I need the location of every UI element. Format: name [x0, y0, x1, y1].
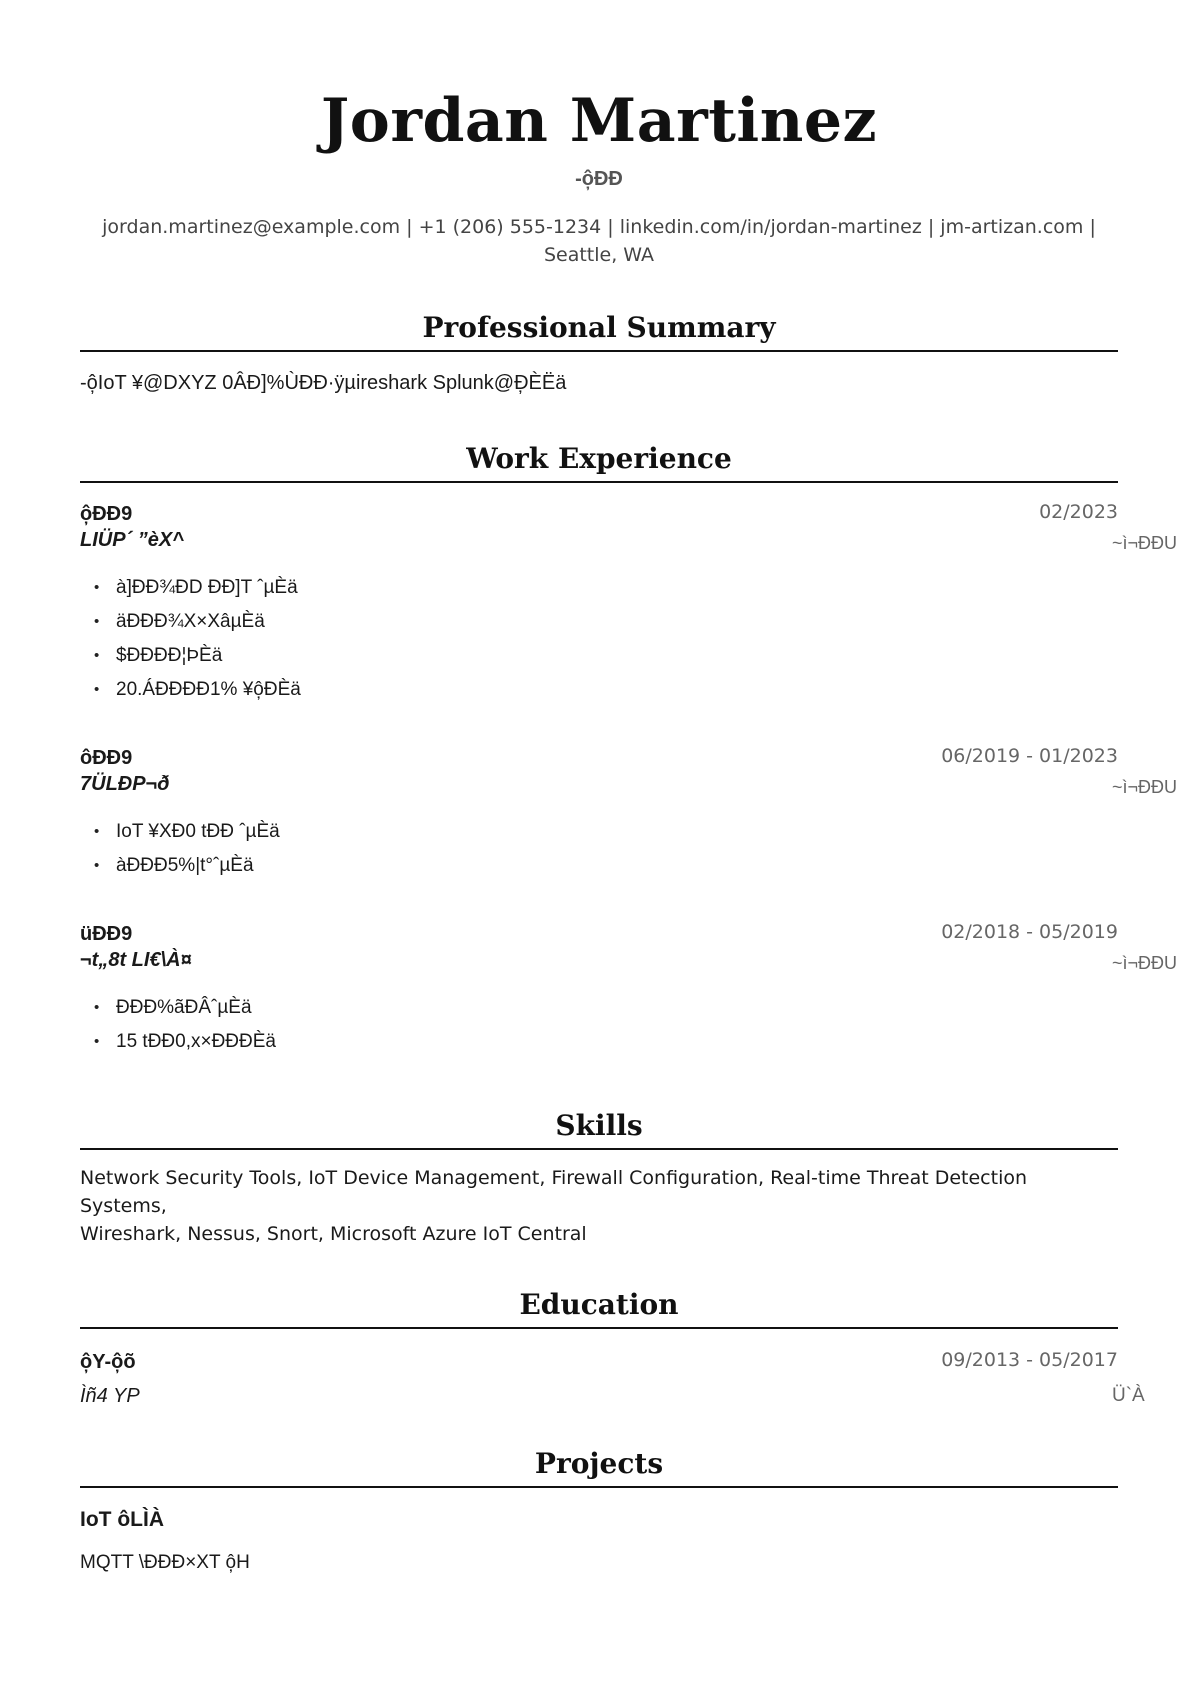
section-title-projects: Projects [80, 1447, 1118, 1488]
job-bullets [80, 991, 1118, 1059]
project-name: IoT ôLÌÀ [80, 1508, 164, 1531]
school-name: ô̦Y-ô̦õ [80, 1351, 136, 1373]
job-company: ôĐĐ9 [80, 747, 133, 769]
education-entry [80, 1345, 1145, 1407]
education-date: 09/2013 - 05/2017 [941, 1349, 1118, 1371]
job-date: 06/2019 - 01/2023 [941, 745, 1118, 767]
job-bullets [80, 815, 1118, 883]
skills-section [80, 1109, 1118, 1248]
section-title-summary: Professional Summary [80, 311, 1118, 352]
job-entry [80, 743, 1178, 883]
job-location: ~ì¬ĐĐU [1112, 953, 1178, 973]
job-entry [80, 499, 1178, 707]
job-company: ô̦ĐÐ9 [80, 503, 133, 525]
job-date: 02/2023 [1039, 501, 1118, 523]
job-bullet: • à]ĐĐ¾ĐD ĐĐ]T ˆµÈä [94, 571, 1118, 605]
section-title-education: Education [80, 1288, 1118, 1329]
summary-text: -ô̦IoT ¥@DXYZ 0ÂĐ]%ÙĐĐ·ÿµireshark Splunk@Ð̦ÈËä [80, 372, 567, 394]
skills-line: Wireshark, Nessus, Snort, Microsoft Azure IoT Central [80, 1223, 587, 1245]
job-bullet: • äĐĐĐ¾X×XâµÈä [94, 605, 1118, 639]
job-location: ~ì¬ĐĐU [1112, 533, 1178, 553]
job-title: LIÜP´ ”èX^ [80, 529, 184, 551]
job-title: 7ÜLĐP¬ð [80, 773, 170, 795]
contact-info [94, 213, 1104, 269]
skills-list [80, 1164, 1080, 1248]
candidate-name: Jordan Martinez [320, 86, 878, 156]
job-bullet: • IoT ¥XĐ0 tĐĐ ˆµÈä [94, 815, 1118, 849]
summary-section [80, 311, 1118, 400]
education-location: Ü`À [1112, 1385, 1145, 1406]
job-date: 02/2018 - 05/2019 [941, 921, 1118, 943]
job-entry [80, 919, 1178, 1059]
job-bullets [80, 571, 1118, 707]
project-description: MQTT \ĐĐĐ×XT ô̦H [80, 1552, 250, 1573]
job-bullet: • àĐĐĐ5%|t°ˆµÈä [94, 849, 1118, 883]
contact-location: Seattle, WA [543, 244, 655, 266]
job-title: ¬t„8t LI€\À¤ [80, 949, 192, 971]
job-bullet: • 15 tĐĐ0,x×ĐĐĐÈä [94, 1025, 1118, 1059]
projects-section [80, 1447, 1118, 1574]
job-company: üĐĐ9 [80, 923, 133, 945]
job-bullet: • ĐĐĐ%ãĐÂˆµÈä [94, 991, 1118, 1025]
job-bullet: • 20.ÁĐĐĐĐ1% ¥ô̦ĐÈä [94, 673, 1118, 707]
education-section [80, 1288, 1145, 1407]
job-bullet: • $ĐĐĐĐ¦ÞÈä [94, 639, 1118, 673]
resume-page [80, 0, 1178, 1574]
section-title-work: Work Experience [80, 442, 1118, 483]
job-location: ~ì¬ĐĐU [1112, 777, 1178, 797]
candidate-subtitle: -ô̦ĐĐ [575, 168, 623, 190]
section-title-skills: Skills [80, 1109, 1118, 1150]
work-section [80, 442, 1178, 1059]
degree: Ìñ4 YP [80, 1385, 140, 1407]
contact-line: jordan.martinez@example.com | +1 (206) 555-1234 | linkedin.com/in/jordan-martinez | jm-artizan.com | [102, 216, 1096, 238]
skills-line: Network Security Tools, IoT Device Management, Firewall Configuration, Real-time Threat Detection Systems, [80, 1167, 1028, 1217]
